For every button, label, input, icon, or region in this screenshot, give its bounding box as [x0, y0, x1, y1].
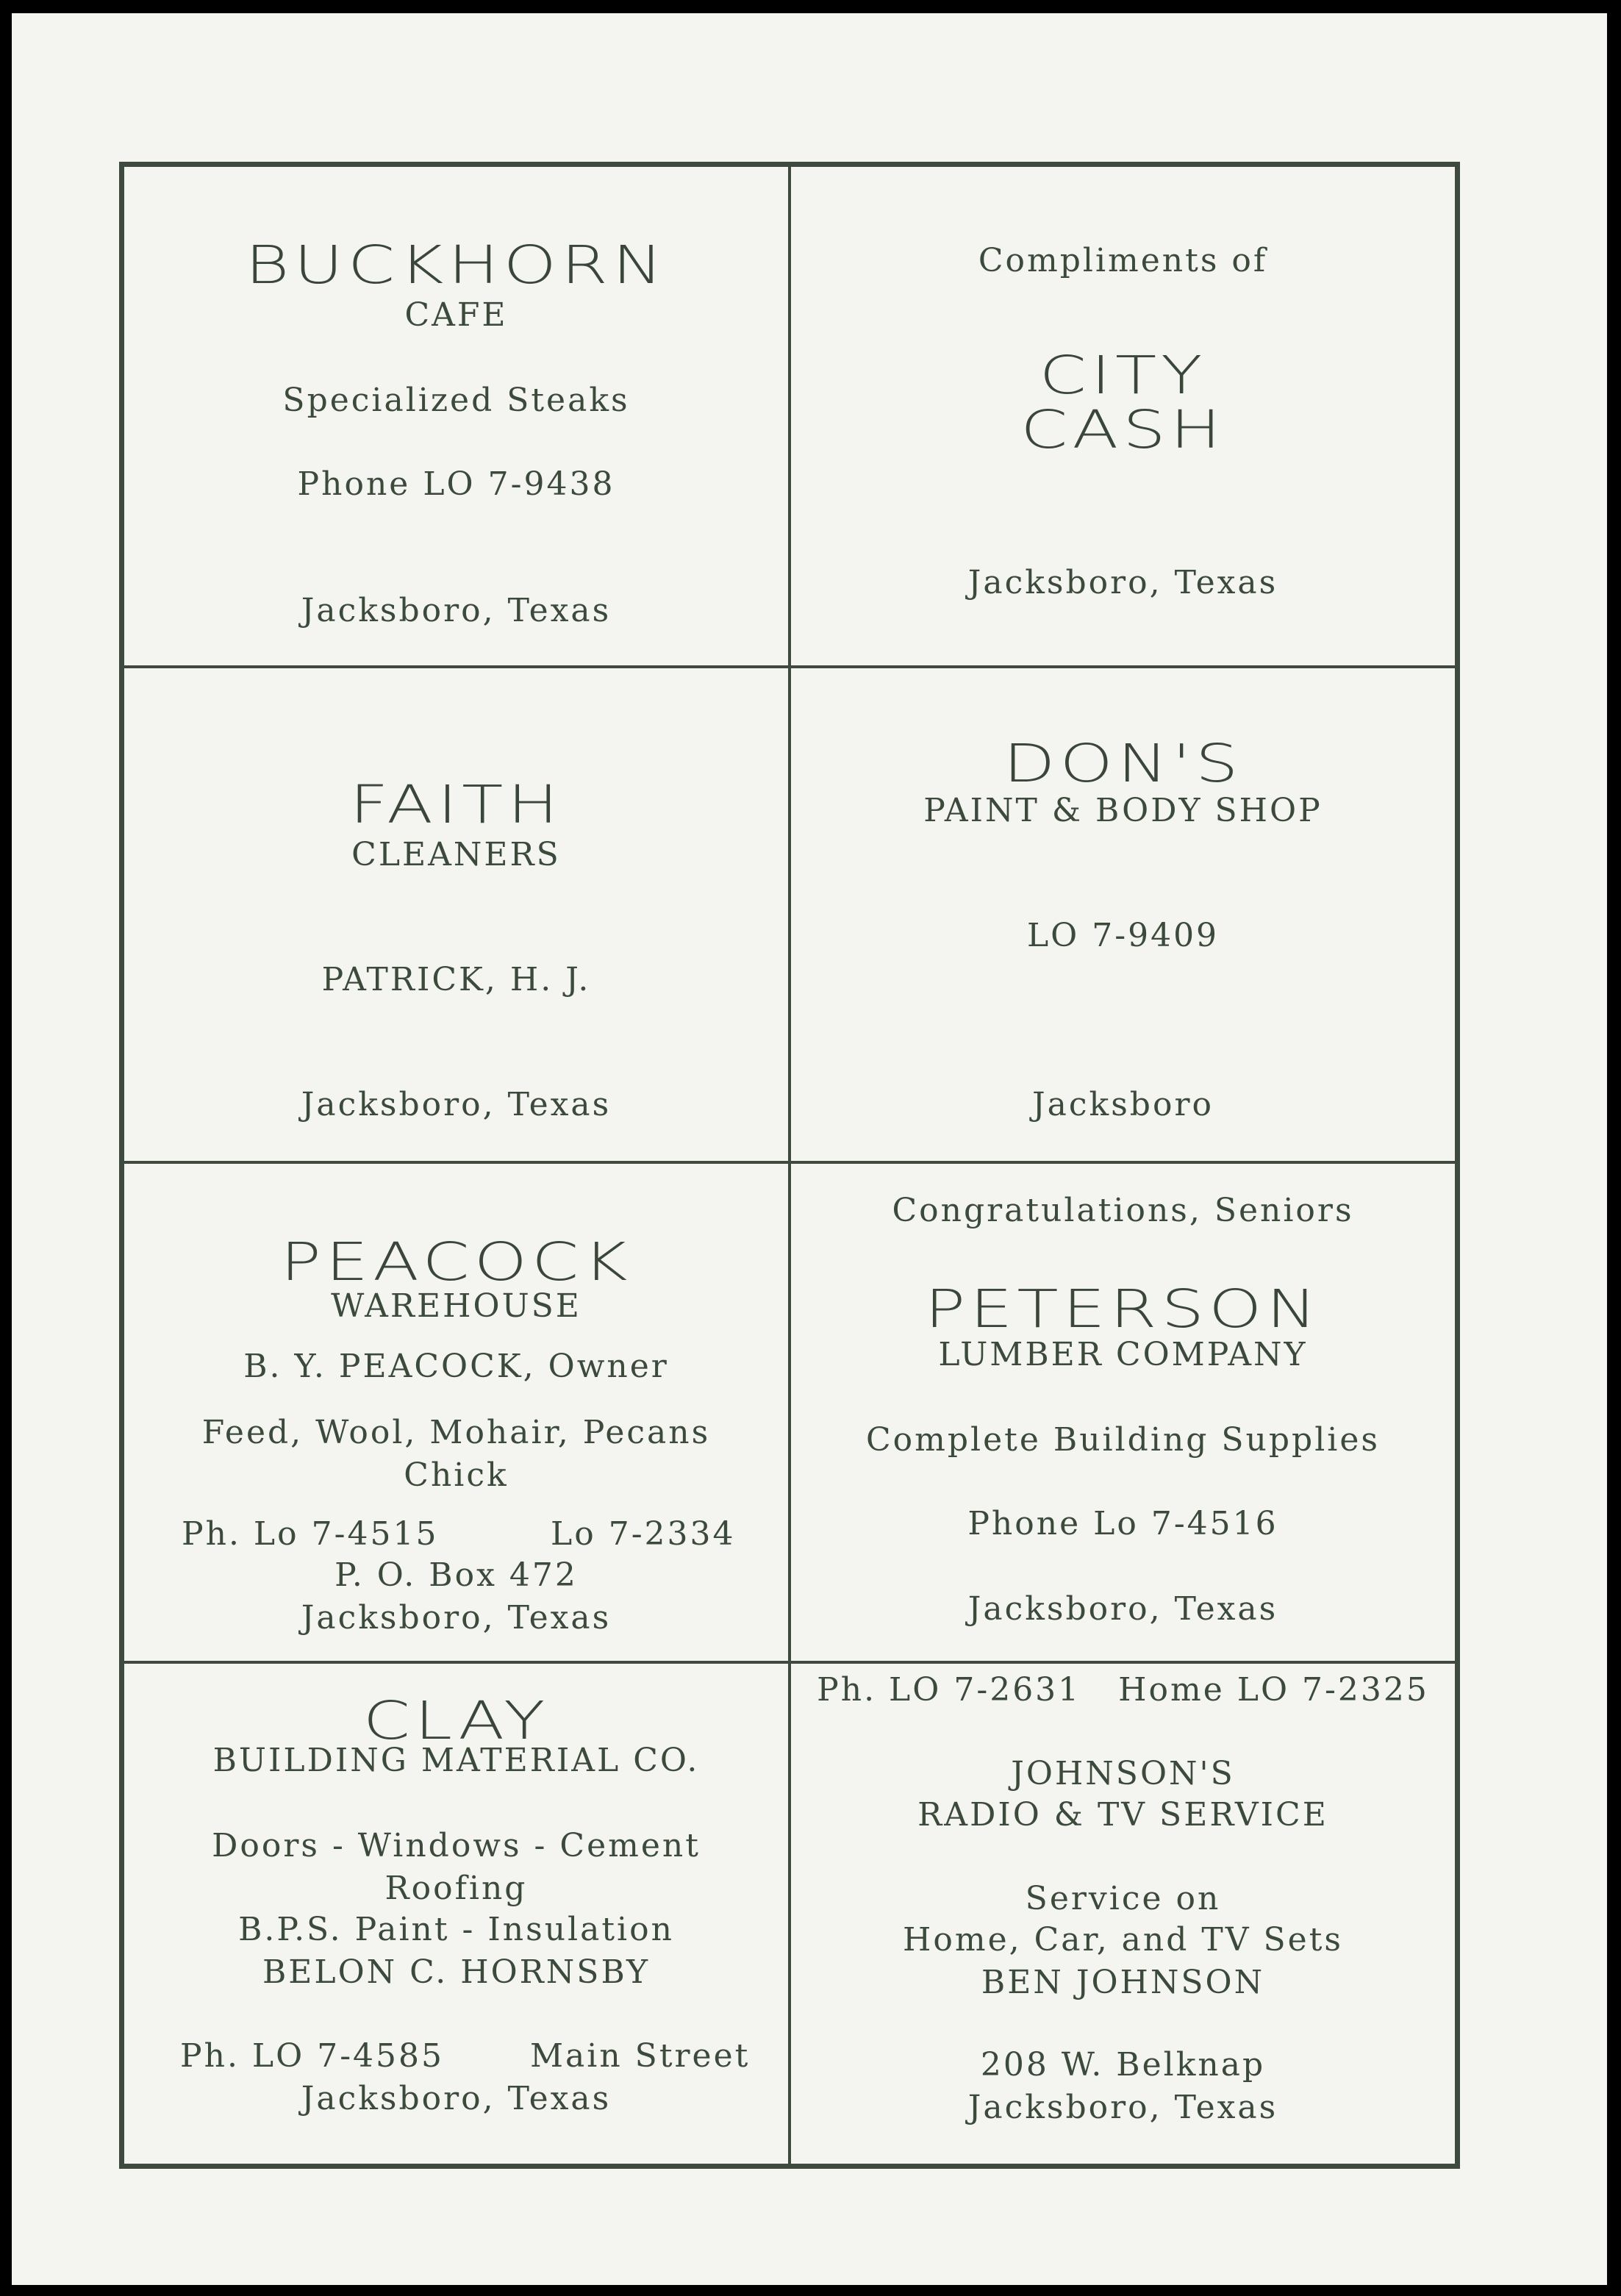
city-cash-name1: CITY [1039, 344, 1207, 407]
ad-peacock-warehouse [123, 1162, 790, 1662]
ad-johnsons-radio-tv [790, 1662, 1456, 2165]
peterson-top: Congratulations, Seniors [892, 1192, 1354, 1229]
ad-clay-building-material [123, 1662, 790, 2165]
peacock-sub: WAREHOUSE [331, 1287, 582, 1325]
clay-city: Jacksboro, Texas [301, 2080, 612, 2117]
johnsons-city: Jacksboro, Texas [967, 2089, 1278, 2126]
peacock-box: P. O. Box 472 [334, 1556, 578, 1594]
peterson-city: Jacksboro, Texas [967, 1590, 1278, 1628]
clay-street: Main Street [530, 2037, 751, 2075]
faith-owner: PATRICK, H. J. [321, 961, 591, 998]
dons-name: DON'S [1003, 732, 1243, 795]
clay-line4: BELON C. HORNSBY [262, 1953, 651, 1991]
peacock-phone1: Ph. Lo 7-4515 [182, 1515, 439, 1553]
peacock-line2: Chick [404, 1456, 509, 1494]
buckhorn-city: Jacksboro, Texas [301, 592, 612, 629]
ad-faith-cleaners [123, 667, 790, 1162]
city-cash-name2: CASH [1020, 398, 1225, 461]
ad-dons-paint-body [790, 667, 1456, 1162]
peterson-name: PETERSON [924, 1278, 1322, 1340]
faith-name: FAITH [349, 773, 563, 836]
buckhorn-line1: Specialized Steaks [282, 382, 630, 419]
dons-phone: LO 7-9409 [1026, 917, 1220, 954]
clay-name: CLAY [362, 1689, 550, 1752]
johnsons-owner: BEN JOHNSON [981, 1964, 1265, 2001]
peterson-sub: LUMBER COMPANY [938, 1336, 1308, 1373]
clay-phone: Ph. LO 7-4585 [180, 2037, 445, 2075]
clay-line1: Doors - Windows - Cement [212, 1827, 701, 1864]
clay-line3: B.P.S. Paint - Insulation [238, 1911, 674, 1948]
peacock-name: PEACOCK [280, 1231, 632, 1293]
advertisement-grid [119, 162, 1460, 2169]
buckhorn-name: BUCKHORN [245, 234, 668, 296]
buckhorn-sub: CAFE [404, 296, 508, 334]
faith-city: Jacksboro, Texas [301, 1086, 612, 1123]
johnsons-line2: Home, Car, and TV Sets [903, 1921, 1343, 1959]
johnsons-sub: RADIO & TV SERVICE [917, 1796, 1328, 1834]
faith-sub: CLEANERS [351, 836, 561, 873]
city-cash-top: Compliments of [978, 242, 1268, 279]
peterson-line1: Complete Building Supplies [866, 1421, 1380, 1459]
city-cash-city: Jacksboro, Texas [967, 564, 1278, 601]
peacock-line1: Feed, Wool, Mohair, Pecans [201, 1414, 711, 1451]
yearbook-page [12, 13, 1607, 2285]
clay-line2: Roofing [384, 1870, 528, 1907]
johnsons-line1: Service on [1025, 1880, 1221, 1917]
peacock-city: Jacksboro, Texas [301, 1599, 612, 1637]
dons-sub: PAINT & BODY SHOP [923, 792, 1323, 829]
johnsons-name: JOHNSON'S [1011, 1755, 1235, 1792]
peacock-phone2: Lo 7-2334 [551, 1515, 736, 1553]
ad-peterson-lumber [790, 1162, 1456, 1662]
peterson-phone: Phone Lo 7-4516 [967, 1505, 1278, 1542]
johnsons-address: 208 W. Belknap [980, 2046, 1266, 2084]
dons-city: Jacksboro [1032, 1086, 1214, 1123]
peacock-owner: B. Y. PEACOCK, Owner [243, 1348, 669, 1385]
ad-city-cash [790, 165, 1456, 667]
ad-buckhorn-cafe [123, 165, 790, 667]
clay-sub: BUILDING MATERIAL CO. [212, 1742, 700, 1779]
johnsons-phones: Ph. LO 7-2631 Home LO 7-2325 [817, 1671, 1429, 1709]
buckhorn-phone: Phone LO 7-9438 [297, 465, 615, 503]
